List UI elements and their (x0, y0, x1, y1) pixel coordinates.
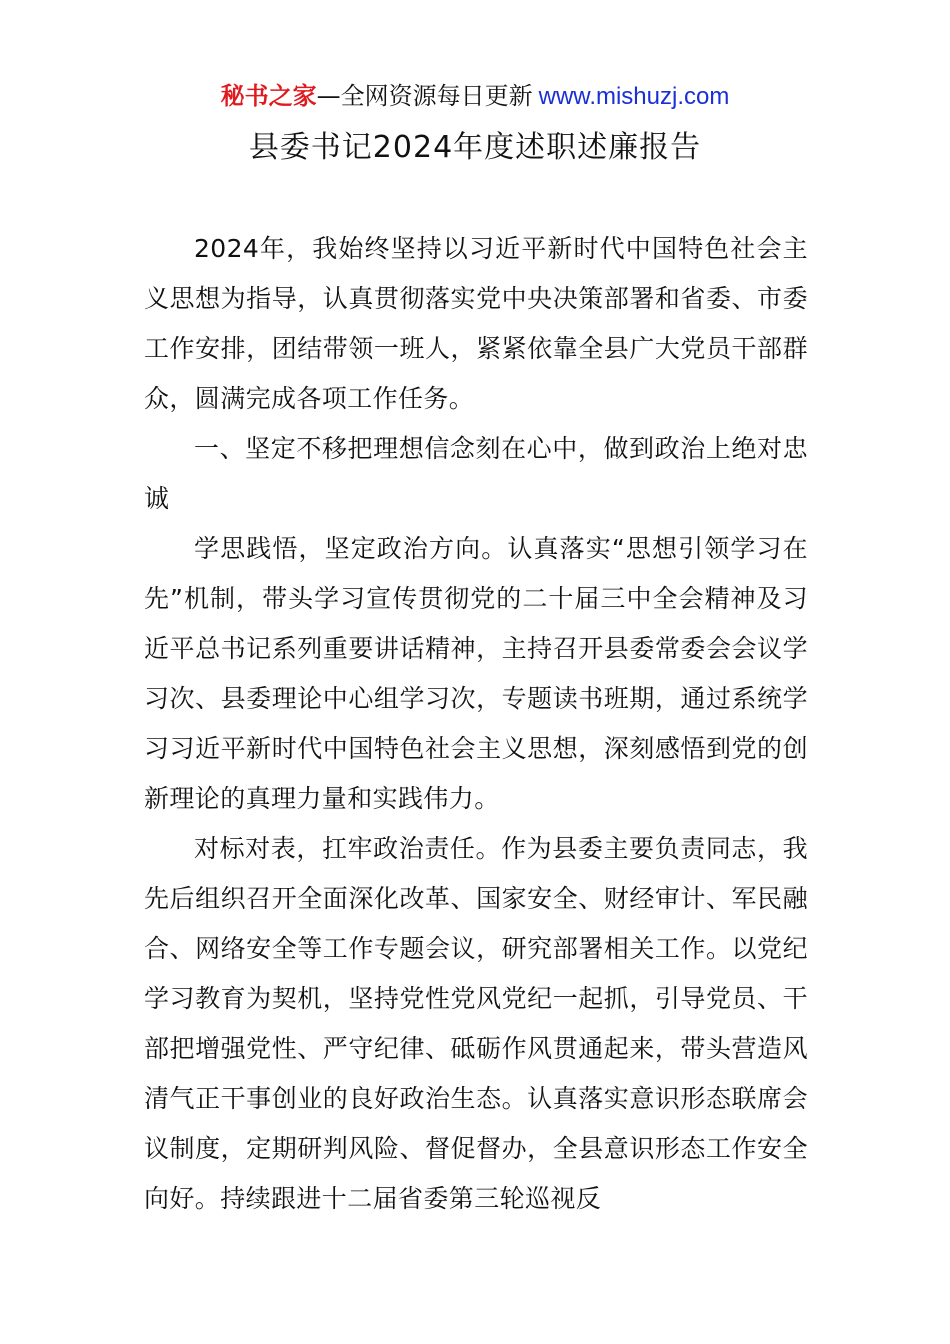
document-title: 县委书记2024年度述职述廉报告 (248, 130, 702, 165)
brand-name: 秘书之家 (220, 82, 317, 110)
section-heading: 一、坚定不移把理想信念刻在心中，做到政治上绝对忠诚 (144, 434, 808, 513)
body-paragraph: 对标对表，扛牢政治责任。作为县委主要负责同志，我先后组织召开全面深化改革、国家安全、财经审计、军民融合、网络安全等工作专题会议，研究部署相关工作。以党纪学习教育为契机，坚持党性党风党纪一起抓，引导党员、干部把增强党性、严守纪律、砥砺作风贯通起来，带头营造风清气正干事创业的良好政治生态。认真落实意识形态联席会议制度，定期研判风险、督促督办，全县意识形态工作安全向好。持续跟进十二届省委第三轮巡视反 (144, 834, 808, 1213)
header-dash: — (316, 82, 341, 110)
intro-paragraph: 2024年，我始终坚持以习近平新时代中国特色社会主义思想为指导，认真贯彻落实党中央决策部署和省委、市委工作安排，团结带领一班人，紧紧依靠全县广大党员干部群众，圆满完成各项工作任务。 (144, 234, 808, 413)
site-url-link[interactable]: www.mishuzj.com (538, 83, 730, 110)
header-tagline: 全网资源每日更新 (340, 82, 533, 110)
document-body (144, 224, 808, 1224)
site-header (0, 80, 950, 113)
body-paragraph: 学思践悟，坚定政治方向。认真落实“思想引领学习在先”机制，带头学习宣传贯彻党的二十届三中全会精神及习近平总书记系列重要讲话精神，主持召开县委常委会会议学习次、县委理论中心组学习次，专题读书班期，通过系统学习习近平新时代中国特色社会主义思想，深刻感悟到党的创新理论的真理力量和实践伟力。 (144, 534, 808, 813)
